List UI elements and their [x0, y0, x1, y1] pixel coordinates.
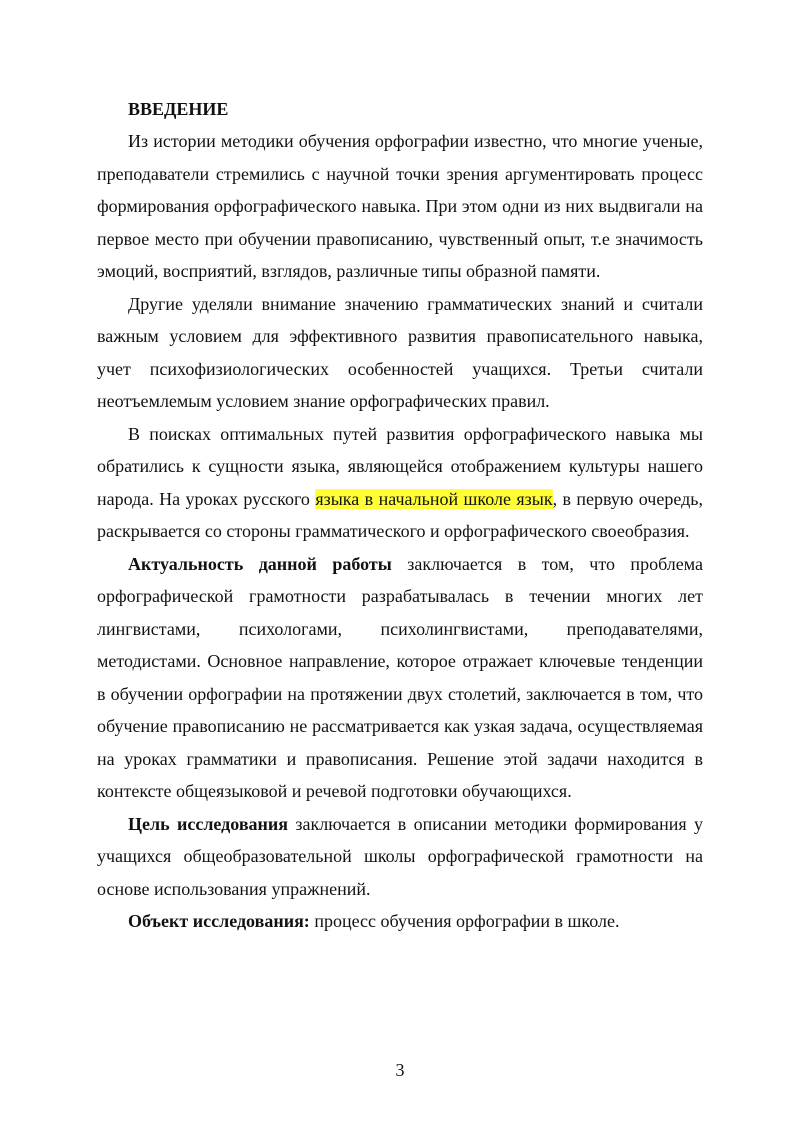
paragraph-search-text-end: , в первую очередь, раскрывается со стороны грамматического и орфографического своеобразия. — [97, 488, 703, 541]
relevance-label: Актуальность данной работы — [128, 553, 392, 574]
paragraph-object — [97, 905, 703, 938]
paragraph-search — [97, 418, 703, 548]
paragraph-history: Из истории методики обучения орфографии известно, что многие ученые, преподаватели стремились с научной точки зрения аргументировать процесс формирования орфографического навыка. При этом одни из них выдвигали на первое место при обучении правописанию, чувственный опыт, т.е значимость эмоций, восприятий, взглядов, различные типы образной памяти. — [97, 131, 703, 281]
page-number: 3 — [395, 1060, 405, 1080]
highlighted-text: языка в начальной школе язык — [315, 488, 553, 509]
paragraph-search-text-start: В поисках оптимальных путей развития орфографического навыка мы обратились к сущности языка, являющейся отображением культуры нашего народа. На уроках русского — [97, 423, 703, 509]
object-text: процесс обучения орфографии в школе. — [309, 911, 620, 931]
relevance-text: заключается в том, что проблема орфографической грамотности разрабатывалась в течении многих лет лингвистами, психологами, психолингвистами, преподавателями, методистами. Основное направление, которое отражает ключевые тенденции в обучении орфографии на протяжении двух столетий, заключается в том, что обучение правописанию не рассматривается как узкая задача, осуществляемая на уроках грамматики и правописания. Решение этой задачи находится в контексте общеязыковой и речевой подготовки обучающихся. — [97, 553, 704, 801]
goal-text: заключается в описании методики формирования у учащихся общеобразовательной школы орфографической грамотности на основе использования упражнений. — [97, 813, 703, 899]
goal-label: Цель исследования — [128, 813, 289, 834]
section-heading: ВВЕДЕНИЕ — [128, 99, 229, 119]
object-label: Объект исследования: — [128, 911, 310, 931]
paragraph-goal — [97, 808, 703, 906]
paragraph-others: Другие уделяли внимание значению грамматических знаний и считали важным условием для эффективного развития правописательного навыка, учет психофизиологических особенностей учащихся. Третьи считали неотъемлемым условием знание орфографических правил. — [97, 293, 703, 411]
paragraph-relevance — [97, 548, 703, 808]
